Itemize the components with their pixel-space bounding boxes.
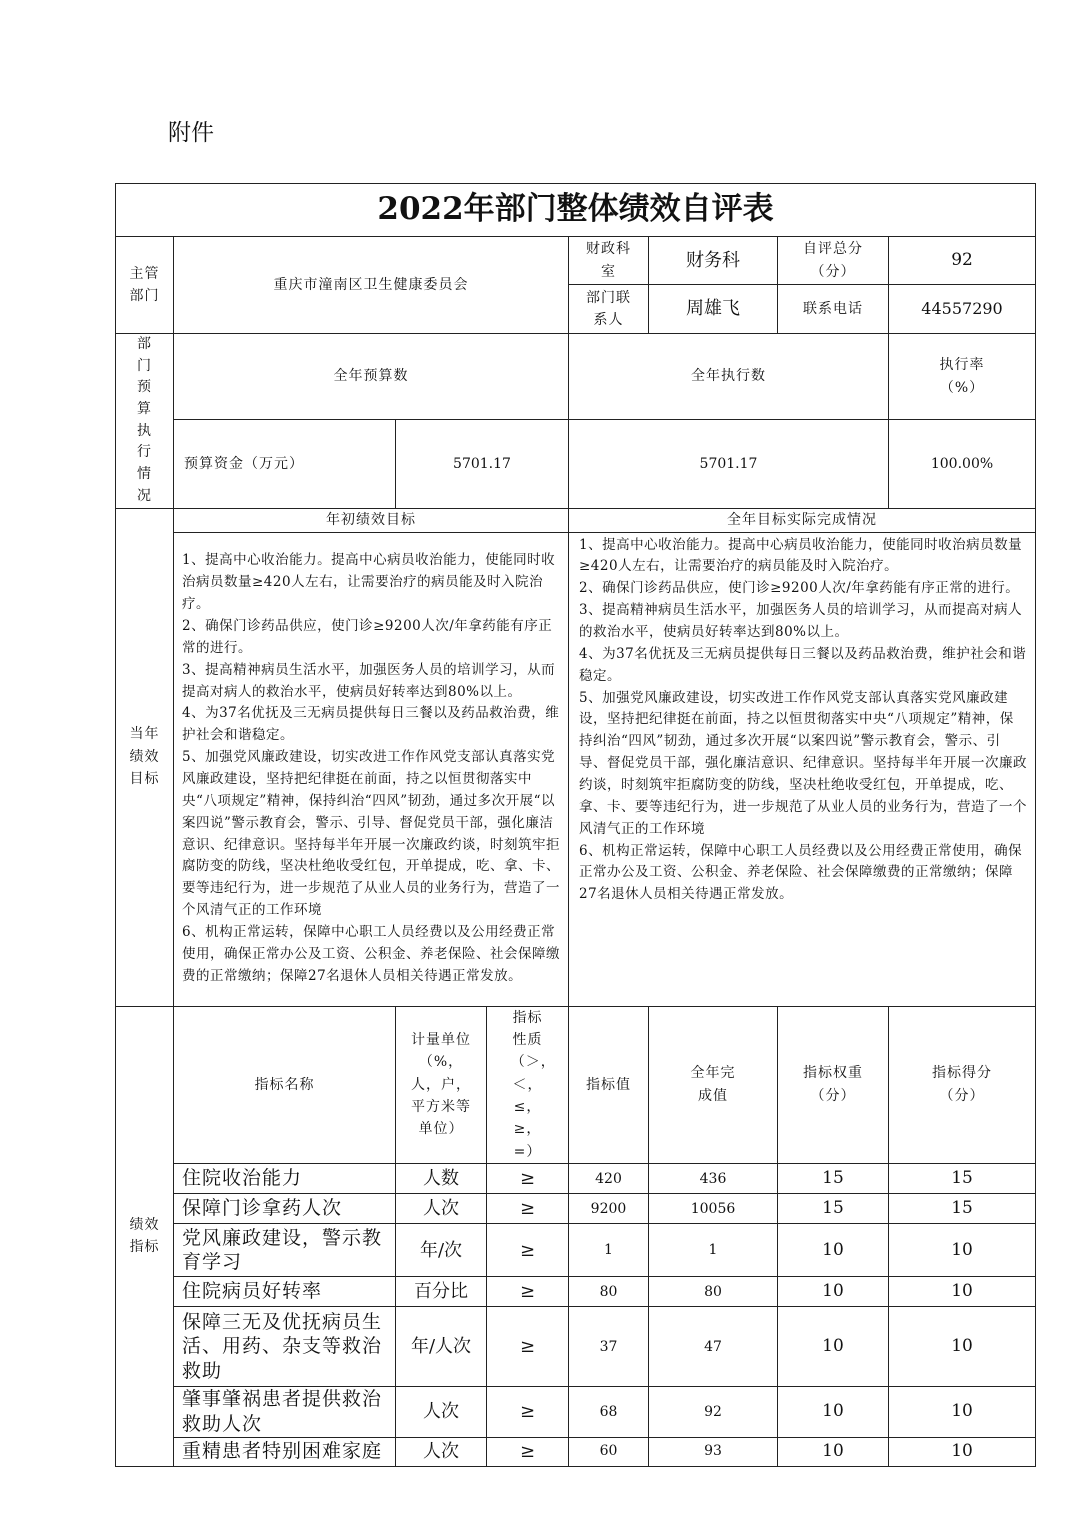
goal-item: 6、机构正常运转，保障中心职工人员经费以及公用经费正常使用，确保正常办公及工资、公积金、养老保险、社会保障缴费的正常缴纳；保障27名退休人员相关待遇正常发放。 xyxy=(182,924,560,984)
indicator-target: 37 xyxy=(569,1307,649,1387)
contact-label: 部门联系人 xyxy=(569,285,649,334)
goals-right-header: 全年目标实际完成情况 xyxy=(569,508,1036,532)
goal-item: 5、加强党风廉政建设，切实改进工作作风党支部认真落实党风廉政建设，坚持把纪律挺在前面，持之以恒贯彻落实中央“八项规定”精神，保持纠治“四风”韧劲，通过多次开展“以案四说”警示教育会，警示、引导、督促党员干部，强化廉洁意识、纪律意识。坚持每半年开展一次廉政约谈，时刻筑牢拒腐防变的防线，坚决杜绝收受红包，开单提成，吃、拿、卡、要等违纪行为，进一步规范了从业人员的业务行为，营造了一个风清气正的工作环境 xyxy=(182,749,560,919)
indicator-target: 80 xyxy=(569,1277,649,1307)
rate-col-header: 执行率（%） xyxy=(889,334,1036,420)
indicator-weight: 10 xyxy=(778,1224,889,1277)
goal-item: 4、为37名优抚及三无病员提供每日三餐以及药品救治费，维护社会和谐稳定。 xyxy=(182,705,560,744)
col-target-header: 指标值 xyxy=(569,1006,649,1164)
goal-result-item: 5、加强党风廉政建设，切实改进工作作风党支部认真落实党风廉政建设，坚持把纪律挺在前面，持之以恒贯彻落实中央“八项规定”精神，保持纠治“四风”韧劲，通过多次开展“以案四说”警示教育会，警示、引导、督促党员干部，强化廉洁意识、纪律意识。坚持每半年开展一次廉政约谈，时刻筑牢拒腐防变的防线，坚决杜绝收受红包，开单提成，吃、拿、卡、要等违纪行为，进一步规范了从业人员的业务行为，营造了一个风清气正的工作环境 xyxy=(579,689,1027,837)
indicator-name: 保障三无及优抚病员生活、用药、杂支等救治救助 xyxy=(174,1307,396,1387)
indicator-actual: 92 xyxy=(649,1387,778,1437)
indicator-weight: 10 xyxy=(778,1437,889,1466)
indicator-nature: ≥ xyxy=(487,1194,569,1224)
col-score-header: 指标得分（分） xyxy=(889,1006,1036,1164)
indicator-target: 9200 xyxy=(569,1194,649,1224)
indicator-score: 10 xyxy=(889,1307,1036,1387)
indicator-target: 1 xyxy=(569,1224,649,1277)
exec-col-header: 全年执行数 xyxy=(569,334,889,420)
indicator-nature: ≥ xyxy=(487,1437,569,1466)
indicator-score: 15 xyxy=(889,1164,1036,1194)
indicators-side-label: 绩效指标 xyxy=(116,1006,174,1466)
indicator-unit: 人次 xyxy=(396,1437,487,1466)
indicator-weight: 15 xyxy=(778,1194,889,1224)
budget-value: 5701.17 xyxy=(396,420,569,508)
goal-result-item: 4、为37名优抚及三无病员提供每日三餐以及药品救治费，维护社会和谐稳定。 xyxy=(579,645,1027,684)
score-label: 自评总分（分） xyxy=(778,237,889,285)
indicator-name: 保障门诊拿药人次 xyxy=(174,1194,396,1224)
indicator-target: 420 xyxy=(569,1164,649,1194)
budget-col-header: 全年预算数 xyxy=(174,334,569,420)
goal-item: 2、确保门诊药品供应，使门诊≥9200人次/年拿药能有序正常的进行。 xyxy=(182,617,553,656)
indicator-actual: 47 xyxy=(649,1307,778,1387)
indicator-name: 重精患者特别困难家庭 xyxy=(174,1437,396,1466)
indicator-score: 10 xyxy=(889,1277,1036,1307)
table-row xyxy=(116,1277,1036,1307)
goal-result-item: 3、提高精神病员生活水平，加强医务人员的培训学习，从而提高对病人的救治水平，使病员好转率达到80%以上。 xyxy=(579,602,1023,640)
indicator-target: 68 xyxy=(569,1387,649,1437)
col-weight-header: 指标权重（分） xyxy=(778,1006,889,1164)
indicator-nature: ≥ xyxy=(487,1307,569,1387)
table-row xyxy=(116,1437,1036,1466)
table-row xyxy=(116,1387,1036,1437)
indicator-name: 住院收治能力 xyxy=(174,1164,396,1194)
indicator-unit: 年/次 xyxy=(396,1224,487,1277)
indicator-nature: ≥ xyxy=(487,1224,569,1277)
exec-value: 5701.17 xyxy=(569,420,889,508)
goals-left-text xyxy=(174,532,569,1006)
rate-value: 100.00% xyxy=(889,420,1036,508)
indicator-nature: ≥ xyxy=(487,1164,569,1194)
contact-value: 周雄飞 xyxy=(649,285,778,334)
indicator-score: 15 xyxy=(889,1194,1036,1224)
goal-result-item: 6、机构正常运转，保障中心职工人员经费以及公用经费正常使用，确保正常办公及工资、公积金、养老保险、社会保障缴费的正常缴纳；保障27名退休人员相关待遇正常发放。 xyxy=(579,842,1023,903)
goal-item: 1、提高中心收治能力。提高中心病员收治能力，使能同时收治病员数量≥420人左右，让需要治疗的病员能及时入院治疗。 xyxy=(182,552,556,613)
score-value: 92 xyxy=(889,237,1036,285)
dept-value: 重庆市潼南区卫生健康委员会 xyxy=(174,237,569,334)
goals-side-label: 当年绩效目标 xyxy=(116,508,174,1006)
phone-value: 44557290 xyxy=(889,285,1036,334)
col-name-header: 指标名称 xyxy=(174,1006,396,1164)
attachment-label: 附件 xyxy=(168,120,214,146)
indicator-name: 党风廉政建设，警示教育学习 xyxy=(174,1224,396,1277)
indicator-weight: 10 xyxy=(778,1307,889,1387)
indicator-score: 10 xyxy=(889,1224,1036,1277)
col-nature-header: 指标性质（＞，＜，≤，≥，=） xyxy=(487,1006,569,1164)
finance-value: 财务科 xyxy=(649,237,778,285)
indicator-score: 10 xyxy=(889,1437,1036,1466)
indicator-nature: ≥ xyxy=(487,1387,569,1437)
finance-label: 财政科室 xyxy=(569,237,649,285)
indicator-name: 肇事肇祸患者提供救治救助人次 xyxy=(174,1387,396,1437)
table-row xyxy=(116,1307,1036,1387)
budget-side-label: 部门预算执行情况 xyxy=(116,334,174,509)
goal-result-item: 2、确保门诊药品供应，使门诊≥9200人次/年拿药能有序正常的进行。 xyxy=(579,580,1020,597)
goals-left-header: 年初绩效目标 xyxy=(174,508,569,532)
table-row xyxy=(116,1194,1036,1224)
budget-row-label: 预算资金（万元） xyxy=(174,420,396,508)
indicator-unit: 年/人次 xyxy=(396,1307,487,1387)
indicator-target: 60 xyxy=(569,1437,649,1466)
table-row xyxy=(116,1164,1036,1194)
indicator-weight: 15 xyxy=(778,1164,889,1194)
table-row xyxy=(116,1224,1036,1277)
col-actual-header: 全年完成值 xyxy=(649,1006,778,1164)
indicator-unit: 人次 xyxy=(396,1194,487,1224)
indicator-name: 住院病员好转率 xyxy=(174,1277,396,1307)
indicator-score: 10 xyxy=(889,1387,1036,1437)
col-unit-header: 计量单位（%，人，户，平方米等单位） xyxy=(396,1006,487,1164)
table-title: 2022年部门整体绩效自评表 xyxy=(116,184,1036,237)
indicator-unit: 人数 xyxy=(396,1164,487,1194)
indicator-actual: 80 xyxy=(649,1277,778,1307)
self-evaluation-table xyxy=(115,183,1036,1467)
goal-result-item: 1、提高中心收治能力。提高中心病员收治能力，使能同时收治病员数量≥420人左右，让需要治疗的病员能及时入院治疗。 xyxy=(579,536,1023,575)
indicator-actual: 436 xyxy=(649,1164,778,1194)
indicator-weight: 10 xyxy=(778,1387,889,1437)
indicator-unit: 百分比 xyxy=(396,1277,487,1307)
indicator-unit: 人次 xyxy=(396,1387,487,1437)
dept-label: 主管部门 xyxy=(116,237,174,334)
indicator-actual: 10056 xyxy=(649,1194,778,1224)
phone-label: 联系电话 xyxy=(778,285,889,334)
goal-item: 3、提高精神病员生活水平，加强医务人员的培训学习，从而提高对病人的救治水平，使病员好转率达到80%以上。 xyxy=(182,661,556,700)
indicator-actual: 93 xyxy=(649,1437,778,1466)
indicator-weight: 10 xyxy=(778,1277,889,1307)
indicator-nature: ≥ xyxy=(487,1277,569,1307)
indicator-actual: 1 xyxy=(649,1224,778,1277)
goals-right-text xyxy=(569,532,1036,1006)
